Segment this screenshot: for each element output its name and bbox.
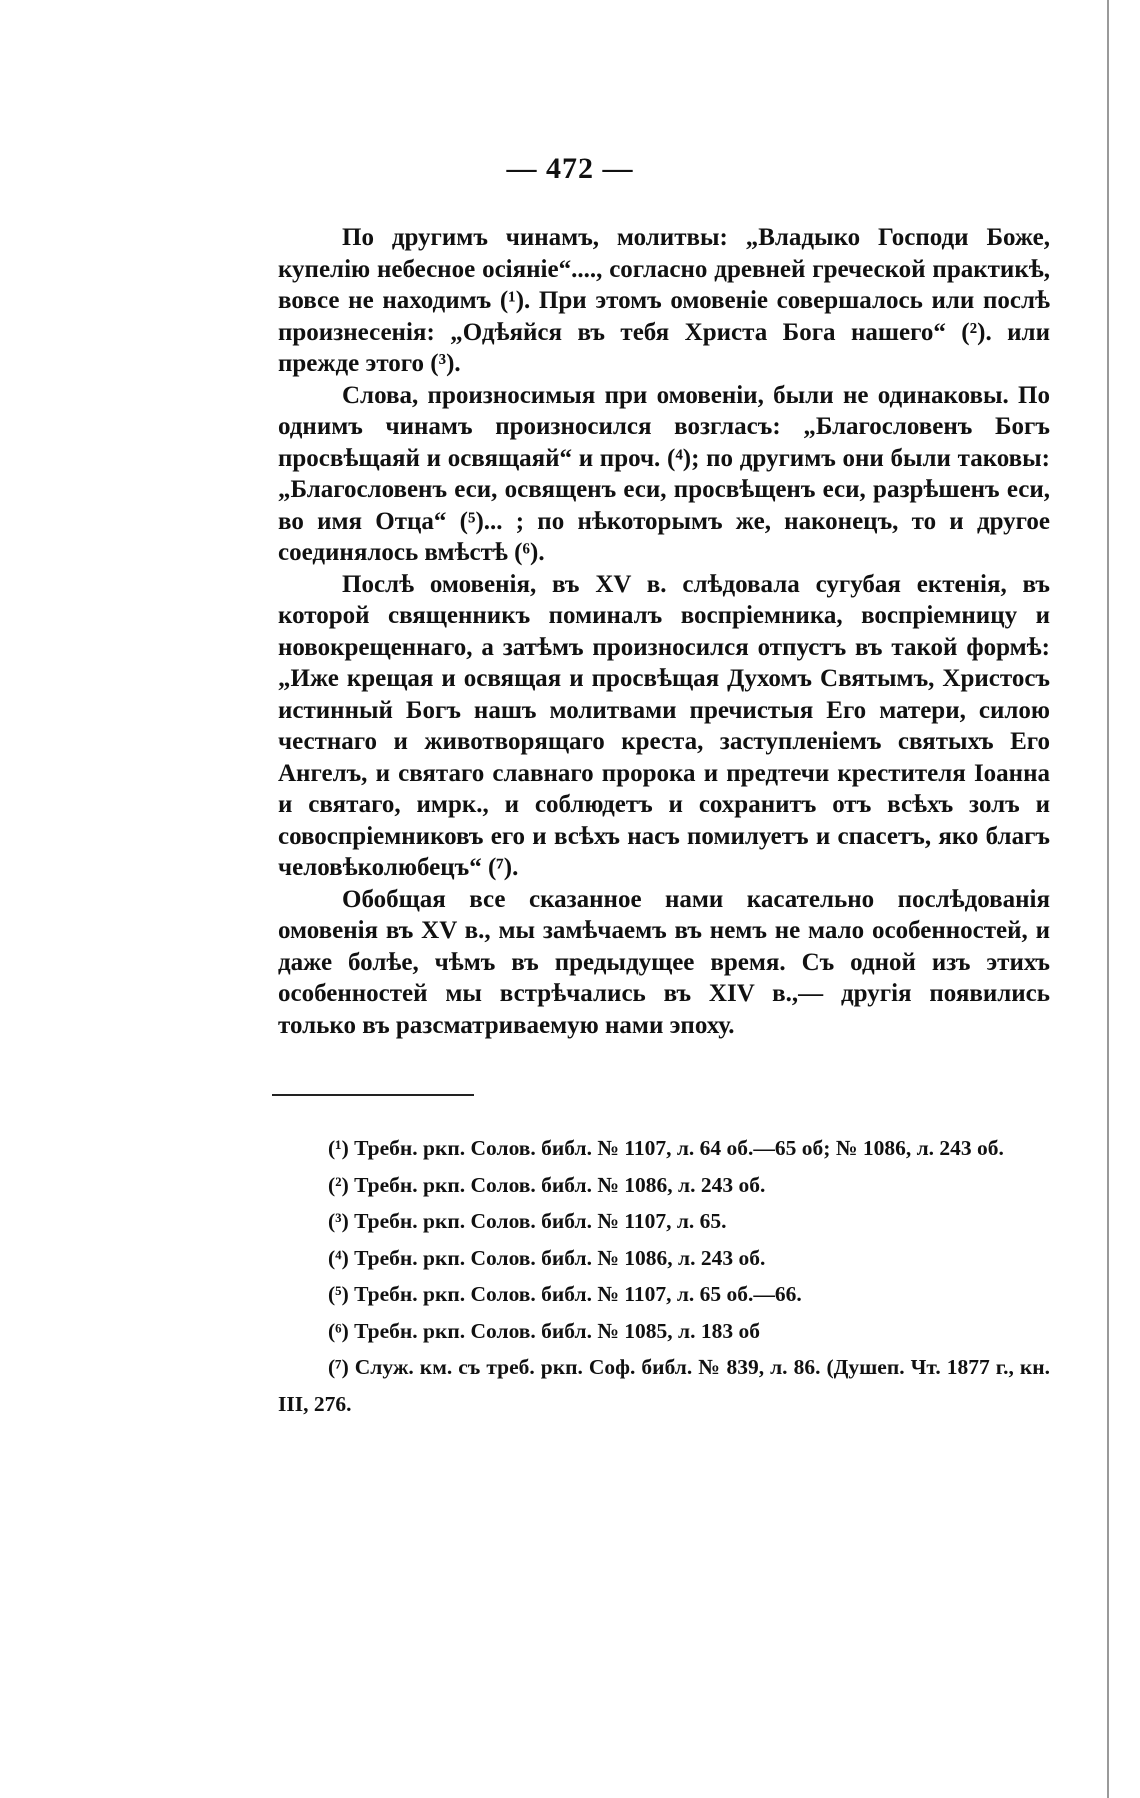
page-edge-rule (1107, 0, 1109, 1798)
page-number: — 472 — (506, 152, 634, 185)
paragraph: Послѣ омовенія, въ XV в. слѣдовала сугубая ектенія, въ которой священникъ поминалъ воспріемника, воспріемницу и новокрещеннаго, а затѣмъ произносился отпустъ въ такой формѣ: „Иже крещая и освящая и просвѣщая Духомъ Святымъ, Христосъ истинный Богъ нашъ молитвами пречистыя Его матери, силою честнаго и животворящаго креста, заступленіемъ святыхъ Его Ангелъ, и святаго славнаго пророка и предтечи крестителя Іоанна и святаго, имрк., и соблюдетъ и сохранитъ отъ всѣхъ золъ и совоспріемниковъ его и всѣхъ насъ помилуетъ и спасетъ, яко благъ человѣколюбецъ“ (⁷). (278, 570, 1050, 881)
paragraph: По другимъ чинамъ, молитвы: „Владыко Господи Боже, купелію небесное осіяніе“...., согласно древней греческой практикѣ, вовсе не находимъ (¹). При этомъ омовеніе совершалось или послѣ произнесенія: „Одѣяйся въ тебя Христа Бога нашего“ (²). или прежде этого (³). (278, 224, 1050, 377)
footnotes (278, 1130, 1050, 1422)
footnote: (⁵) Требн. ркп. Солов. библ. № 1107, л. 65 об.—66. (328, 1282, 802, 1306)
footnote: (⁶) Требн. ркп. Солов. библ. № 1085, л. 183 об (328, 1318, 760, 1343)
paragraph: Слова, произносимыя при омовеніи, были не одинаковы. По однимъ чинамъ произносился возгласъ: „Благословенъ Богъ просвѣщаяй и освящаяй“ и проч. (⁴); по другимъ они были таковы: „Благословенъ еси, освященъ еси, просвѣщенъ еси, разрѣшенъ еси, во имя Отца“ (⁵)... ; по нѣкоторымъ же, наконецъ, то и другое соединялось вмѣстѣ (⁶). (278, 381, 1050, 566)
footnote: (¹) Требн. ркп. Солов. библ. № 1107, л. 64 об.—65 об; № 1086, л. 243 об. (328, 1136, 1004, 1160)
footnote: (²) Требн. ркп. Солов. библ. № 1086, л. 243 об. (328, 1172, 766, 1197)
footnote: (⁴) Требн. ркп. Солов. библ. № 1086, л. 243 об. (328, 1245, 766, 1270)
main-text (278, 222, 1050, 1041)
paragraph: Обобщая все сказанное нами касательно послѣдованія омовенія въ XV в., мы замѣчаемъ въ немъ не мало особенностей, и даже болѣе, чѣмъ въ предыдущее время. Съ одной изъ этихъ особенностей мы встрѣчались въ XIV в.,— другія появились только въ разсматриваемую нами эпоху. (278, 885, 1050, 1039)
footnote-separator (272, 1094, 474, 1096)
footnote: (⁷) Служ. км. съ треб. ркп. Соф. библ. № 839, л. 86. (Душеп. Чт. 1877 г., кн. III, 276. (278, 1355, 1050, 1416)
footnote: (³) Требн. ркп. Солов. библ. № 1107, л. 65. (328, 1209, 727, 1233)
